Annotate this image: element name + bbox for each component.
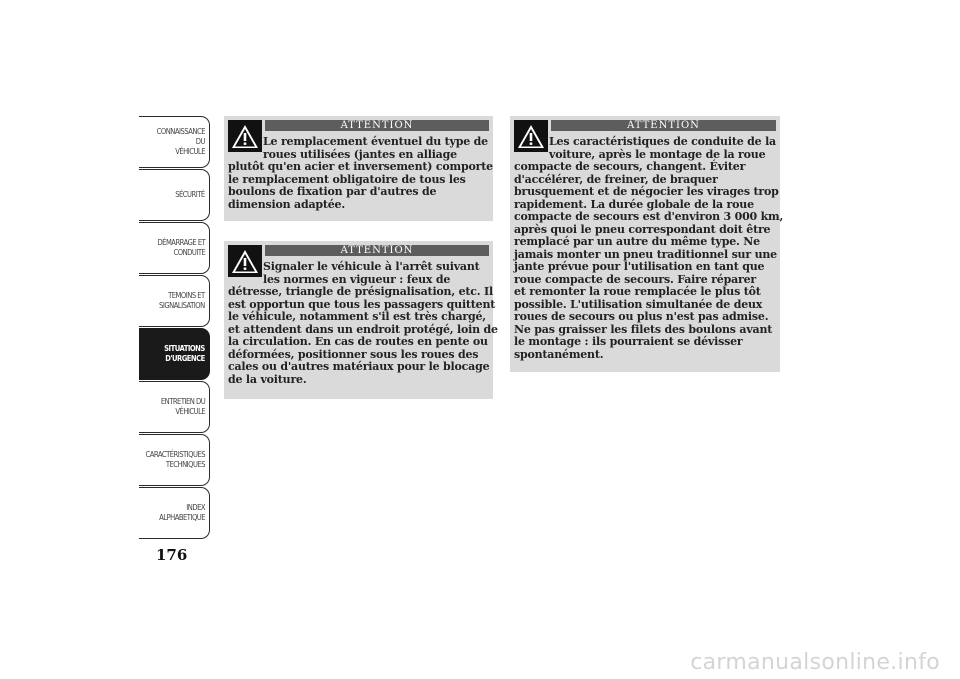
- text-line: le montage : ils pourraient se dévisser: [514, 335, 743, 348]
- text-line: d'accélérer, de freiner, de braquer: [514, 172, 718, 186]
- tab-demarrage-et-conduite[interactable]: [139, 222, 210, 274]
- text-line: boulons de fixation par d'autres de: [228, 185, 437, 198]
- text-line: compacte de secours, changent. Éviter: [514, 160, 746, 173]
- text-line: et remonter la roue remplacée le plus tôt: [514, 285, 761, 298]
- text-line: brusquement et de négocier les virages trop: [514, 185, 779, 198]
- tab-label: ENTRETIEN DU VÉHICULE: [160, 397, 205, 416]
- text-line: plutôt qu'en acier et inversement) comporte: [228, 160, 493, 173]
- page-number: 176: [156, 546, 188, 564]
- text-line: compacte de secours est d'environ 3 000 km,: [514, 210, 784, 223]
- warning-text: [228, 136, 493, 211]
- text-line: les normes en vigueur : feux de: [263, 272, 451, 286]
- text-line: roues utilisées (jantes en alliage: [263, 147, 457, 161]
- text-line: voiture, après le montage de la roue: [549, 147, 766, 161]
- text-line: spontanément.: [514, 347, 604, 361]
- tab-securite[interactable]: [139, 169, 210, 221]
- text-line: la circulation. En cas de routes en pente ou: [228, 335, 488, 348]
- tab-index-alphabetique[interactable]: [139, 487, 210, 539]
- text-line: roue compacte de secours. Faire réparer: [514, 272, 756, 286]
- text-line: le véhicule, notamment s'il est très chargé,: [228, 310, 486, 323]
- tab-label: TEMOINS ET SIGNALISATION: [159, 291, 205, 310]
- text-line: jamais monter un pneu traditionnel sur une: [514, 247, 777, 261]
- tab-situations-d-urgence[interactable]: [139, 328, 210, 380]
- text-line: roues de secours ou plus n'est pas admise.: [514, 310, 769, 323]
- tab-connaissance-du-vehicule[interactable]: [139, 116, 210, 168]
- text-line: cales ou d'autres matériaux pour le blocage: [228, 360, 490, 373]
- tab-label: DÉMARRAGE ET CONDUITE: [157, 238, 205, 257]
- text-line: Ne pas graisser les filets des boulons avant: [514, 322, 773, 336]
- text-line: dimension adaptée.: [228, 197, 345, 211]
- text-line: jante prévue pour l'utilisation en tant que: [514, 260, 765, 273]
- text-line: Signaler le véhicule à l'arrêt suivant: [263, 260, 480, 273]
- tab-label: INDEX ALPHABETIQUE: [159, 503, 205, 522]
- warning-box: [510, 116, 784, 372]
- text-line: déformées, positionner sous les roues des: [228, 347, 479, 361]
- tab-label: CARACTÉRISTIQUES TECHNIQUES: [145, 450, 205, 469]
- tab-label: SITUATIONS D'URGENCE: [164, 344, 205, 363]
- warning-text: [228, 261, 498, 386]
- warning-box: [224, 116, 493, 221]
- text-line: de la voiture.: [228, 372, 307, 386]
- tab-entretien-du-vehicule[interactable]: [139, 381, 210, 433]
- tab-label: SÉCURITÉ: [175, 190, 205, 199]
- text-line: rapidement. La durée globale de la roue: [514, 197, 754, 211]
- text-line: Le remplacement éventuel du type de: [263, 135, 488, 148]
- tab-label: CONNAISSANCE DU VÉHICULE: [156, 127, 205, 156]
- warning-header: ATTENTION: [551, 120, 776, 131]
- warning-header: ATTENTION: [265, 245, 489, 256]
- tab-caracteristiques-techniques[interactable]: [139, 434, 210, 486]
- text-line: le remplacement obligatoire de tous les: [228, 172, 466, 186]
- tab-temoins-et-signalisation[interactable]: [139, 275, 210, 327]
- text-line: et attendent dans un endroit protégé, loin de: [228, 322, 498, 336]
- text-line: Les caractéristiques de conduite de la: [549, 135, 776, 148]
- warning-text: [514, 136, 783, 361]
- text-line: remplacé par un autre du même type. Ne: [514, 235, 760, 248]
- warning-box: [224, 241, 498, 399]
- text-line: est opportun que tous les passagers quittent: [228, 297, 496, 311]
- warning-header: ATTENTION: [265, 120, 489, 131]
- text-line: possible. L'utilisation simultanée de deux: [514, 297, 763, 311]
- text-line: détresse, triangle de présignalisation, etc. Il: [228, 285, 493, 298]
- text-line: après quoi le pneu correspondant doit être: [514, 222, 771, 236]
- watermark: carmanualsonline.info: [690, 650, 940, 675]
